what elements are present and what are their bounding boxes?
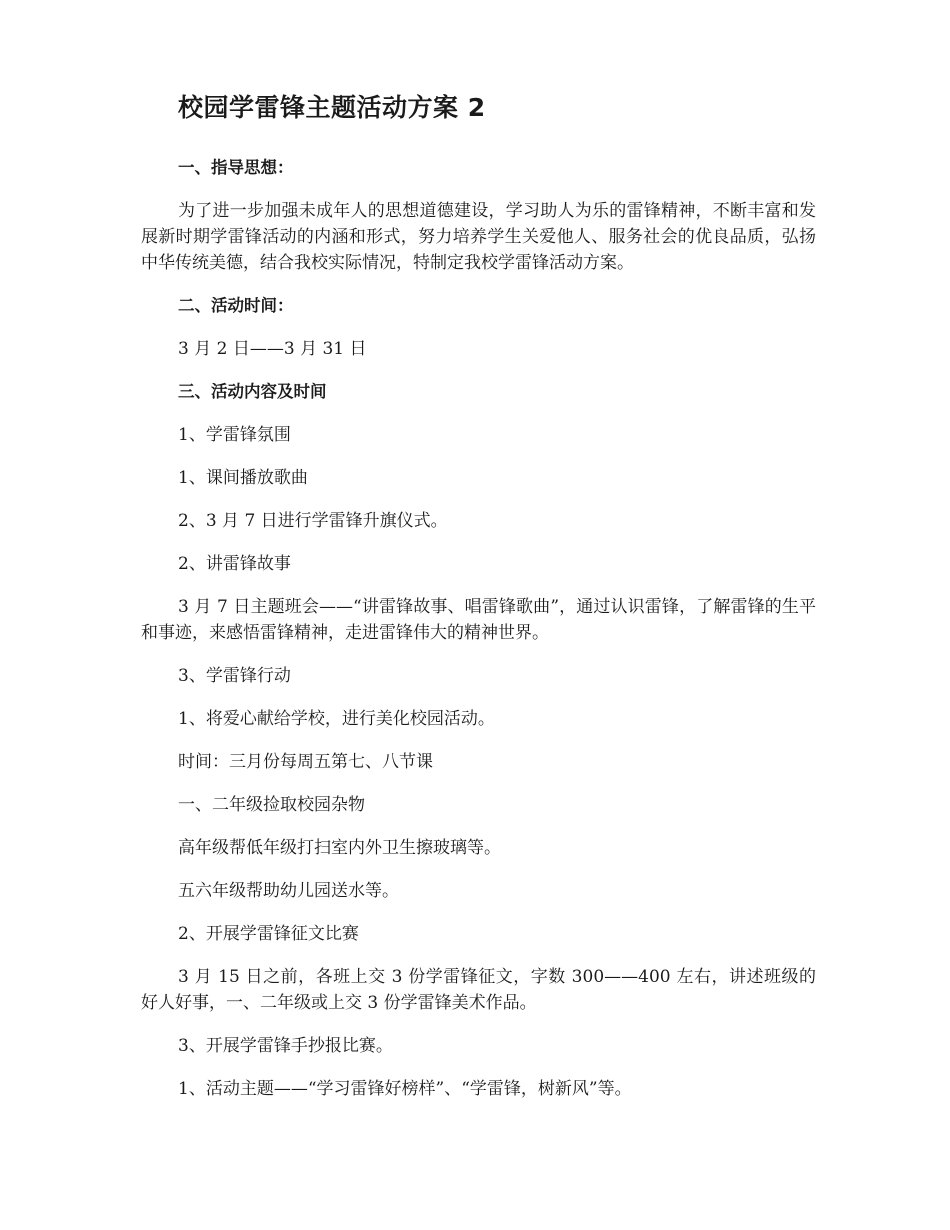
list-item: 时间：三月份每周五第七、八节课 [178, 752, 433, 772]
list-item: 3、开展学雷锋手抄报比赛。 [178, 1036, 393, 1056]
document-body [141, 155, 816, 1119]
section-heading-activity-time: 二、活动时间： [178, 296, 294, 315]
list-item: 1、将爱心献给学校，进行美化校园活动。 [178, 709, 495, 729]
section-heading-activity-content: 三、活动内容及时间 [178, 382, 327, 401]
list-item: 1、学雷锋氛围 [178, 425, 291, 445]
section-heading-guiding-ideology: 一、指导思想： [178, 158, 294, 177]
list-item: 五六年级帮助幼儿园送水等。 [178, 881, 399, 901]
list-item: 2、讲雷锋故事 [178, 554, 291, 574]
list-item: 2、开展学雷锋征文比赛 [178, 924, 359, 944]
list-item: 一、二年级捡取校园杂物 [178, 795, 365, 815]
paragraph-class-meeting: 3 月 7 日主题班会——“讲雷锋故事、唱雷锋歌曲”，通过认识雷锋，了解雷锋的生平和事迹，来感悟雷锋精神，走进雷锋伟大的精神世界。 [141, 597, 816, 643]
paragraph-purpose: 为了进一步加强未成年人的思想道德建设，学习助人为乐的雷锋精神，不断丰富和发展新时期学雷锋活动的内涵和形式，努力培养学生关爱他人、服务社会的优良品质，弘扬中华传统美德，结合我校实际情况，特制定我校学雷锋活动方案。 [141, 201, 816, 273]
list-item: 2、3 月 7 日进行学雷锋升旗仪式。 [178, 511, 448, 531]
paragraph-essay-contest: 3 月 15 日之前，各班上交 3 份学雷锋征文，字数 300——400 左右，讲述班级的好人好事，一、二年级或上交 3 份学雷锋美术作品。 [141, 967, 816, 1013]
activity-date-range: 3 月 2 日——3 月 31 日 [178, 339, 367, 359]
list-item: 高年级帮低年级打扫室内外卫生擦玻璃等。 [178, 838, 501, 858]
list-item: 3、学雷锋行动 [178, 666, 291, 686]
list-item: 1、活动主题——“学习雷锋好榜样”、“学雷锋，树新风”等。 [178, 1079, 632, 1099]
list-item: 1、课间播放歌曲 [178, 468, 308, 488]
document-title: 校园学雷锋主题活动方案 2 [178, 93, 486, 122]
